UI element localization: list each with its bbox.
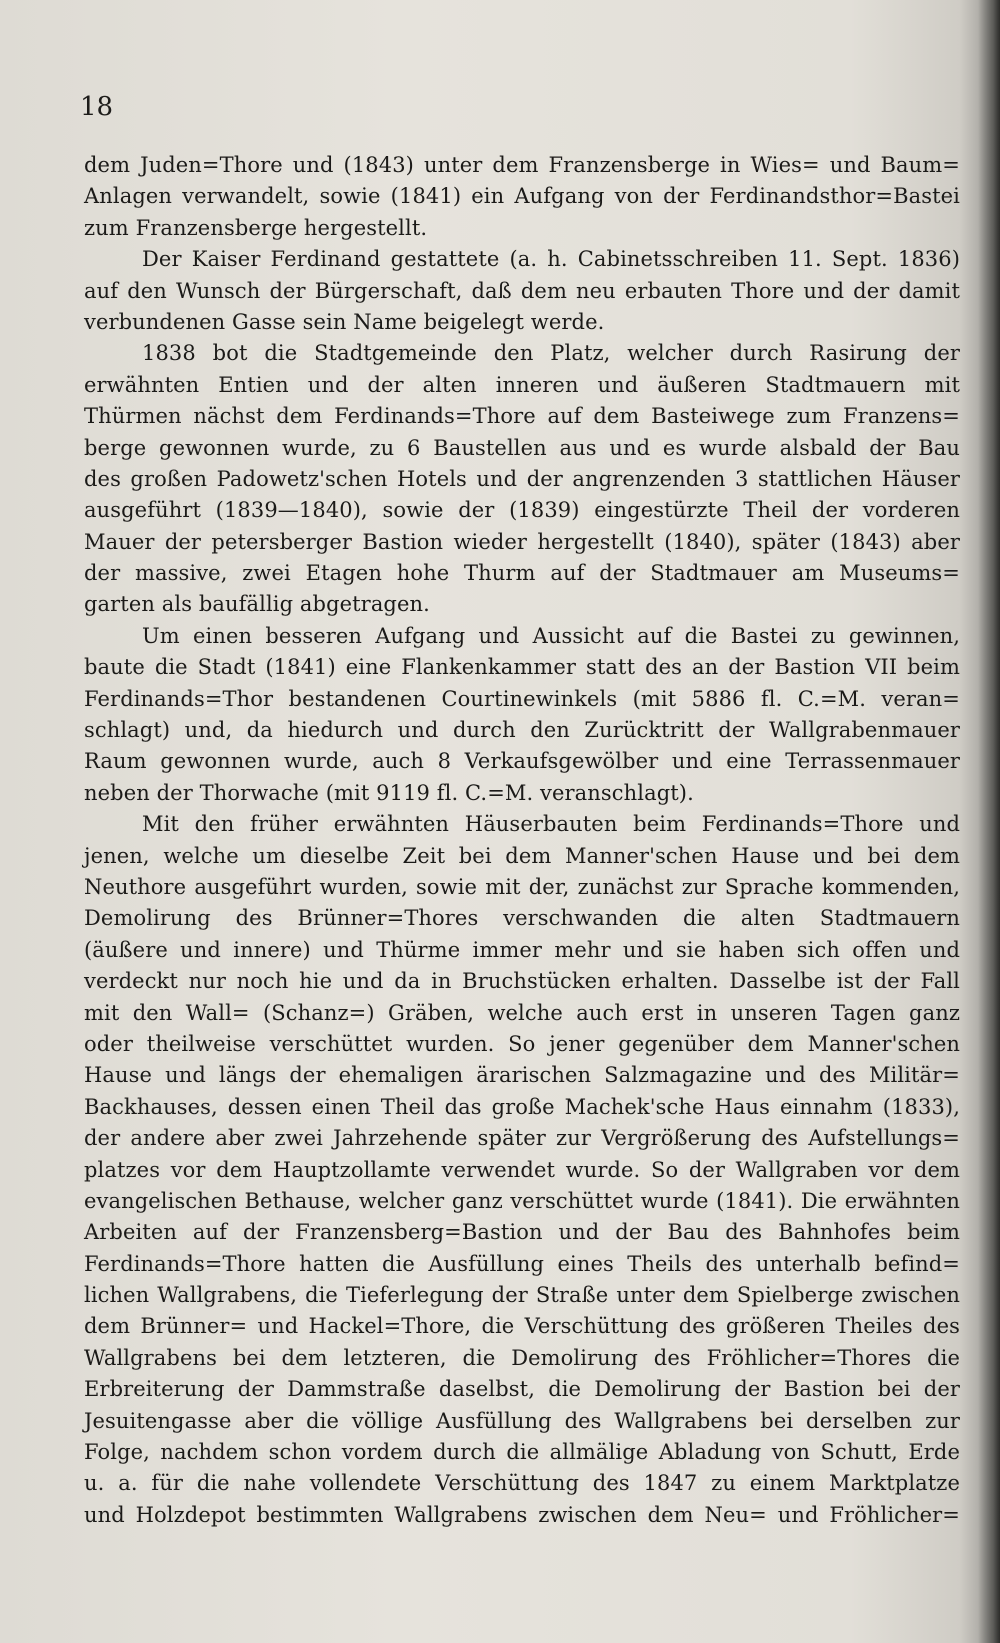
- text-line: (äußere und innere) und Thürme immer mehr und sie haben sich offen und: [84, 937, 960, 962]
- text-line: Wallgrabens bei dem letzteren, die Demolirung des Fröhlicher=Thores die: [84, 1345, 960, 1370]
- body-text: [84, 150, 960, 1531]
- text-line: verdeckt nur noch hie und da in Bruchstücken erhalten. Dasselbe ist der Fall: [84, 969, 960, 994]
- text-line: Arbeiten auf der Franzensberg=Bastion und der Bau des Bahnhofes beim: [84, 1220, 960, 1245]
- text-line: berge gewonnen wurde, zu 6 Baustellen aus und es wurde alsbald der Bau: [84, 435, 960, 460]
- text-line: des großen Padowetz'schen Hotels und der angrenzenden 3 stattlichen Häuser: [84, 466, 960, 491]
- text-line: Folge, nachdem schon vordem durch die allmälige Abladung von Schutt, Erde: [84, 1440, 960, 1465]
- text-line: u. a. für die nahe vollendete Verschüttung des 1847 zu einem Marktplatze: [84, 1471, 960, 1496]
- text-line: Jesuitengasse aber die völlige Ausfüllung des Wallgrabens bei derselben zur: [84, 1408, 960, 1433]
- text-line: dem Juden=Thore und (1843) unter dem Franzensberge in Wies= und Baum=: [84, 153, 960, 177]
- text-line: erwähnten Entien und der alten inneren und äußeren Stadtmauern mit: [84, 372, 960, 397]
- text-line: Erbreiterung der Dammstraße daselbst, die Demolirung der Bastion bei der: [84, 1377, 960, 1402]
- text-line: zum Franzensberge hergestellt.: [84, 215, 428, 240]
- text-line: Backhauses, dessen einen Theil das große Machek'sche Haus einnahm (1833),: [84, 1094, 960, 1119]
- text-line: auf den Wunsch der Bürgerschaft, daß dem neu erbauten Thore und der damit: [84, 278, 960, 303]
- text-line: Neuthore ausgeführt wurden, sowie mit der, zunächst zur Sprache kommenden,: [84, 874, 960, 899]
- text-line: mit den Wall= (Schanz=) Gräben, welche auch erst in unseren Tagen ganz: [84, 1000, 960, 1025]
- text-line: Thürmen nächst dem Ferdinands=Thore auf dem Basteiwege zum Franzens=: [84, 404, 960, 429]
- text-line: Anlagen verwandelt, sowie (1841) ein Aufgang von der Ferdinandsthor=Bastei: [84, 184, 960, 209]
- text-line: Ferdinands=Thore hatten die Ausfüllung eines Theils des unterhalb befind=: [84, 1251, 960, 1276]
- text-line: baute die Stadt (1841) eine Flankenkammer statt des an der Bastion VII beim: [84, 655, 960, 680]
- text-line: Mit den früher erwähnten Häuserbauten beim Ferdinands=Thore und: [142, 812, 960, 837]
- text-line: Um einen besseren Aufgang und Aussicht auf die Bastei zu gewinnen,: [142, 623, 960, 648]
- text-line: Mauer der petersberger Bastion wieder hergestellt (1840), später (1843) aber: [84, 529, 960, 554]
- text-line: oder theilweise verschüttet wurden. So jener gegenüber dem Manner'schen: [84, 1031, 960, 1056]
- page-edge-shadow: [978, 0, 1000, 1643]
- text-line: lichen Wallgrabens, die Tieferlegung der Straße unter dem Spielberge zwischen: [84, 1283, 960, 1308]
- text-line: der massive, zwei Etagen hohe Thurm auf der Stadtmauer am Museums=: [84, 561, 960, 586]
- text-line: Demolirung des Brünner=Thores verschwanden die alten Stadtmauern: [84, 906, 960, 931]
- text-line: neben der Thorwache (mit 9119 fl. C.=M. veranschlagt).: [84, 780, 694, 805]
- text-line: Der Kaiser Ferdinand gestattete (a. h. Cabinetsschreiben 11. Sept. 1836): [142, 247, 960, 272]
- text-line: Ferdinands=Thor bestandenen Courtinewinkels (mit 5886 fl. C.=M. veran=: [84, 686, 960, 711]
- text-line: jenen, welche um dieselbe Zeit bei dem Manner'schen Hause und bei dem: [84, 843, 960, 868]
- page-number: 18: [80, 92, 114, 122]
- text-line: evangelischen Bethause, welcher ganz verschüttet wurde (1841). Die erwähnten: [84, 1188, 960, 1213]
- text-line: der andere aber zwei Jahrzehende später zur Vergrößerung des Aufstellungs=: [84, 1126, 960, 1151]
- text-line: verbundenen Gasse sein Name beigelegt werde.: [84, 309, 605, 334]
- text-line: ausgeführt (1839—1840), sowie der (1839) eingestürzte Theil der vorderen: [84, 498, 960, 523]
- text-line: Raum gewonnen wurde, auch 8 Verkaufsgewölber und eine Terrassenmauer: [84, 749, 960, 774]
- text-line: schlagt) und, da hiedurch und durch den Zurücktritt der Wallgrabenmauer: [84, 718, 960, 743]
- text-line: Hause und längs der ehemaligen ärarischen Salzmagazine und des Militär=: [84, 1063, 960, 1088]
- text-line: 1838 bot die Stadtgemeinde den Platz, welcher durch Rasirung der: [142, 341, 960, 366]
- text-line: garten als baufällig abgetragen.: [84, 592, 430, 617]
- text-line: dem Brünner= und Hackel=Thore, die Verschüttung des größeren Theiles des: [84, 1314, 960, 1339]
- text-line: und Holzdepot bestimmten Wallgrabens zwischen dem Neu= und Fröhlicher=: [84, 1502, 960, 1527]
- text-line: platzes vor dem Hauptzollamte verwendet wurde. So der Wallgraben vor dem: [84, 1157, 960, 1182]
